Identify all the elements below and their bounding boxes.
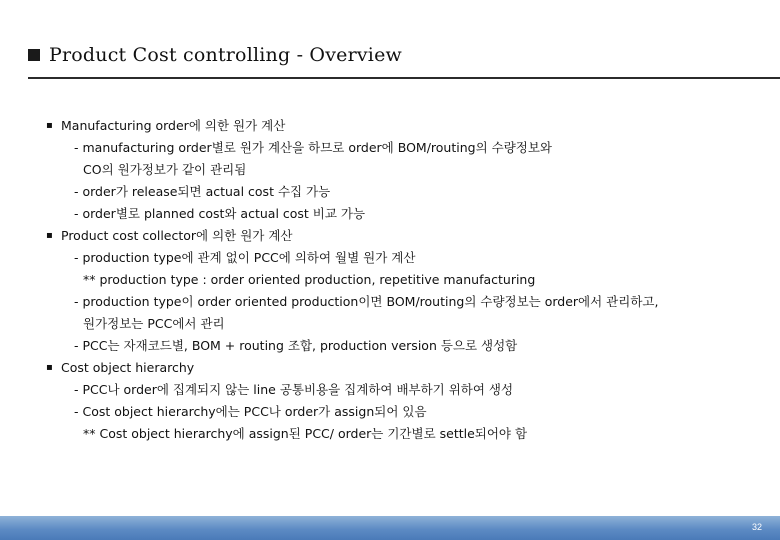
sub-item [46, 335, 766, 357]
line-text: - production type이 order oriented production이면 BOM/routing의 수량정보는 order에서 관리하고, [74, 294, 659, 309]
square-bullet-icon [28, 49, 40, 61]
line-text: ** production type : order oriented production, repetitive manufacturing [83, 272, 536, 287]
line-text: 원가정보는 PCC에서 관리 [83, 316, 225, 331]
line-text: - order별로 planned cost와 actual cost 비교 가능 [74, 206, 366, 221]
line-text: - production type에 관계 없이 PCC에 의하여 월별 원가 계산 [74, 250, 416, 265]
sub-item [46, 137, 766, 159]
slide-title: Product Cost controlling - Overview [49, 44, 402, 66]
line-text: ** Cost object hierarchy에 assign된 PCC/ order는 기간별로 settle되어야 함 [83, 426, 528, 441]
footer-bar [0, 516, 780, 540]
small-square-bullet-icon: ▪ [46, 230, 53, 241]
line-text: Cost object hierarchy [61, 360, 195, 375]
line-text: - PCC는 자재코드별, BOM + routing 조합, production version 등으로 생성함 [74, 338, 518, 353]
sub-item [46, 291, 766, 313]
line-text: - manufacturing order별로 원가 계산을 하므로 order에 BOM/routing의 수량정보와 [74, 140, 552, 155]
sub-item [46, 181, 766, 203]
page-number: 32 [751, 522, 762, 532]
sub-item [46, 379, 766, 401]
line-text: - Cost object hierarchy에는 PCC나 order가 assign되어 있음 [74, 404, 427, 419]
title-divider [28, 77, 780, 79]
line-text: Manufacturing order에 의한 원가 계산 [61, 118, 286, 133]
bullet-item [46, 357, 766, 379]
sub-item [46, 401, 766, 423]
sub-item-continuation [46, 269, 766, 291]
bullet-item [46, 115, 766, 137]
small-square-bullet-icon: ▪ [46, 362, 53, 373]
sub-item [46, 203, 766, 225]
sub-item-continuation [46, 159, 766, 181]
line-text: - PCC나 order에 집계되지 않는 line 공통비용을 집계하여 배부하기 위하여 생성 [74, 382, 514, 397]
bullet-item [46, 225, 766, 247]
small-square-bullet-icon: ▪ [46, 120, 53, 131]
line-text: CO의 원가정보가 같이 관리됨 [83, 162, 247, 177]
slide-title-row [28, 44, 402, 66]
sub-item-continuation [46, 313, 766, 335]
line-text: Product cost collector에 의한 원가 계산 [61, 228, 293, 243]
sub-item-continuation [46, 423, 766, 445]
slide-body [46, 115, 766, 445]
sub-item [46, 247, 766, 269]
line-text: - order가 release되면 actual cost 수집 가능 [74, 184, 331, 199]
